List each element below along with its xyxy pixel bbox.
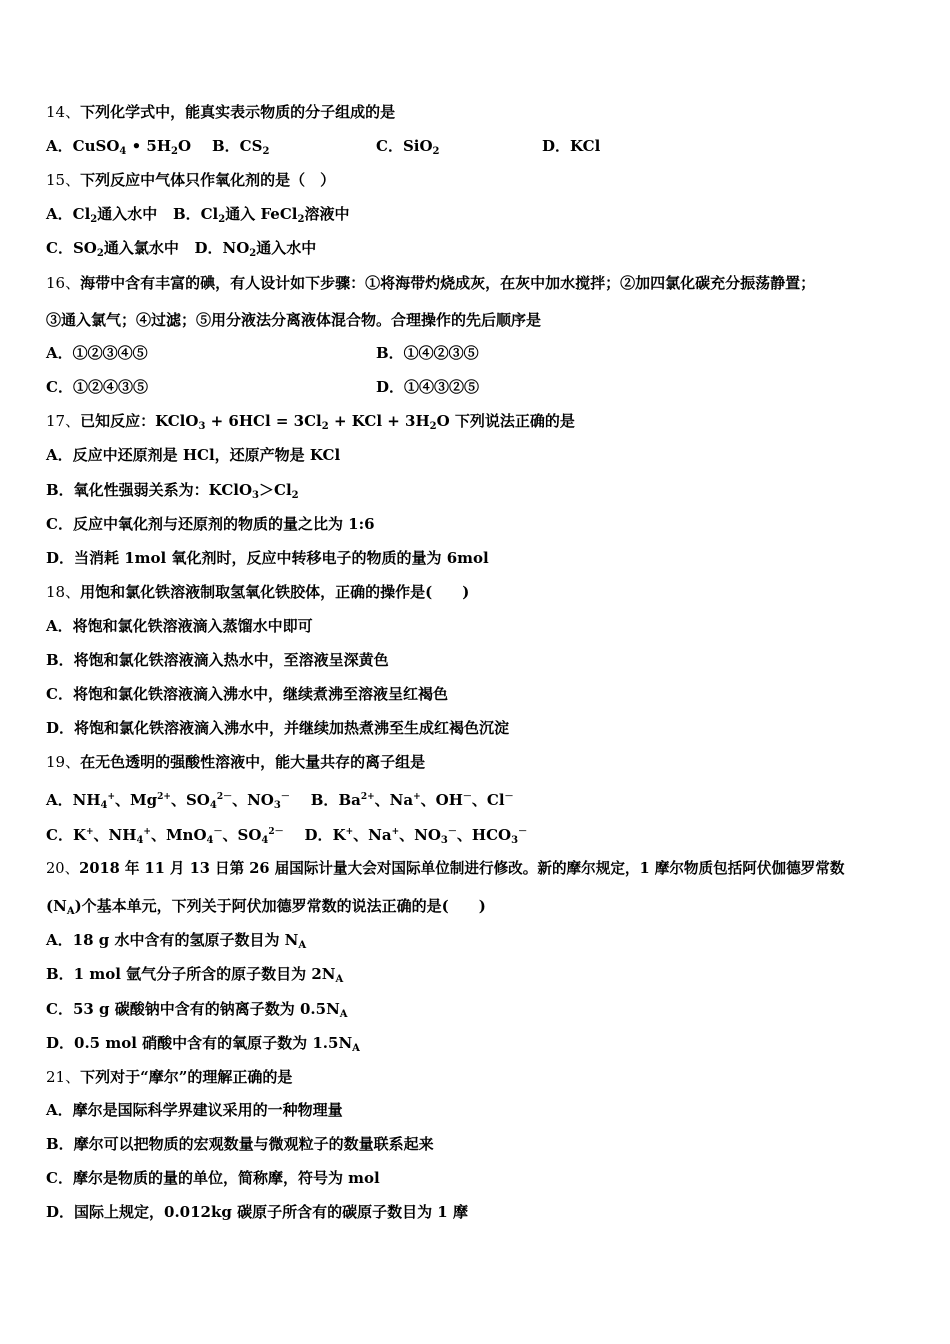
question-17-stem: 17、已知反应：KClO$_3$ + $6HCl = 3Cl_2$ + KCl + $3H_2O$ 下列说法正确的是 xyxy=(46,412,575,432)
question-21-stem: 21、下列对于“摩尔”的理解正确的是 xyxy=(46,1068,293,1086)
option-d: D．K+、Na+、$NO_3^-$、$HCO_3^-$ xyxy=(304,826,528,846)
question-14-stem: 14、下列化学式中，能真实表示物质的分子组成的是 xyxy=(46,103,396,121)
question-17-option-a: A．反应中还原剂是 HCl，还原产物是 KCl xyxy=(46,446,341,464)
question-21-option-b: B．摩尔可以把物质的宏观数量与微观粒子的数量联系起来 xyxy=(46,1135,434,1153)
option-c: C．①②④③⑤ xyxy=(46,378,148,396)
option-c: C．K+、$NH_4^+$、MnO$_4$－、$SO_4^{2-}$ xyxy=(46,826,284,846)
question-21-option-d: D．国际上规定，0.012kg 碳原子所含有的碳原子数目为 1 摩 xyxy=(46,1203,468,1221)
option-c: C．SiO$_2$ xyxy=(376,137,440,157)
option-a: A．$NH_4^+$、$Mg^{2+}$、$SO_4^{2-}$、$NO_3^-$ xyxy=(46,791,290,811)
question-18-option-d: D．将饱和氯化铁溶液滴入沸水中，并继续加热煮沸至生成红褐色沉淀 xyxy=(46,719,510,737)
question-21-option-c: C．摩尔是物质的量的单位，简称摩，符号为 mol xyxy=(46,1169,380,1187)
question-18-option-b: B．将饱和氯化铁溶液滴入热水中，至溶液呈深黄色 xyxy=(46,651,389,669)
question-20-stem-line1: 20、2018 年 11 月 13 日第 26 届国际计量大会对国际单位制进行修改。新的摩尔规定，1 摩尔物质包括阿伏伽德罗常数 xyxy=(46,860,845,877)
option-a: A．CuSO$_4$ • $5H_2O$ xyxy=(46,137,192,157)
question-19-options-ab xyxy=(46,787,514,816)
question-15-options-ab xyxy=(46,204,349,230)
question-17-option-d: D．当消耗 1mol 氧化剂时，反应中转移电子的物质的量为 6mol xyxy=(46,549,489,567)
question-18-option-c: C．将饱和氯化铁溶液滴入沸水中，继续煮沸至溶液呈红褐色 xyxy=(46,685,448,703)
option-d: D．$NO_2$通入水中 xyxy=(194,239,317,259)
question-20-option-a: A．18 g 水中含有的氢原子数目为 $N_A$ xyxy=(46,931,307,951)
question-16-stem-line1: 16、海带中含有丰富的碘，有人设计如下步骤：①将海带灼烧成灰，在灰中加水搅拌；②加四氯化碳充分振荡静置； xyxy=(46,274,816,292)
question-19-options-cd xyxy=(46,822,527,851)
option-a: A．$Cl_2$通入水中 xyxy=(46,205,158,225)
option-d: D．KCl xyxy=(542,137,601,155)
option-a: A．①②③④⑤ xyxy=(46,344,148,362)
question-20-option-c: C．53 g 碳酸钠中含有的钠离子数为 $0.5N_A$ xyxy=(46,1000,348,1020)
question-15-options-cd xyxy=(46,238,316,264)
question-21-option-a: A．摩尔是国际科学界建议采用的一种物理量 xyxy=(46,1101,343,1119)
question-20-stem-line2: $(N_A)$个基本单元，下列关于阿伏加德罗常数的说法正确的是( ) xyxy=(46,897,486,917)
option-b: B．$Ba^{2+}$、Na+、OH－、Cl－ xyxy=(310,791,514,809)
question-19-stem: 19、在无色透明的强酸性溶液中，能大量共存的离子组是 xyxy=(46,753,426,771)
question-15-stem: 15、下列反应中气体只作氧化剂的是（ ） xyxy=(46,171,336,189)
question-18-stem: 18、用饱和氯化铁溶液制取氢氧化铁胶体，正确的操作是( ) xyxy=(46,583,470,601)
option-b: B．$CS_2$ xyxy=(212,137,270,157)
question-17-option-b: B．氧化性强弱关系为：$KClO_3>Cl_2$ xyxy=(46,481,299,501)
option-b: B．$Cl_2$通入 FeCl$_2$溶液中 xyxy=(172,205,350,225)
option-d: D．①④③②⑤ xyxy=(376,378,480,396)
question-20-option-d: D．0.5 mol 硝酸中含有的氧原子数为 $1.5N_A$ xyxy=(46,1034,360,1054)
question-17-option-c: C．反应中氧化剂与还原剂的物质的量之比为 1:6 xyxy=(46,515,375,533)
option-c: C．$SO_2$通入氯水中 xyxy=(46,239,179,259)
question-20-option-b: B．1 mol 氩气分子所含的原子数目为 $2N_A$ xyxy=(46,965,344,985)
question-18-option-a: A．将饱和氯化铁溶液滴入蒸馏水中即可 xyxy=(46,617,313,635)
option-b: B．①④②③⑤ xyxy=(376,344,479,362)
question-16-stem-line2: ③通入氯气；④过滤；⑤用分液法分离液体混合物。合理操作的先后顺序是 xyxy=(46,311,542,329)
